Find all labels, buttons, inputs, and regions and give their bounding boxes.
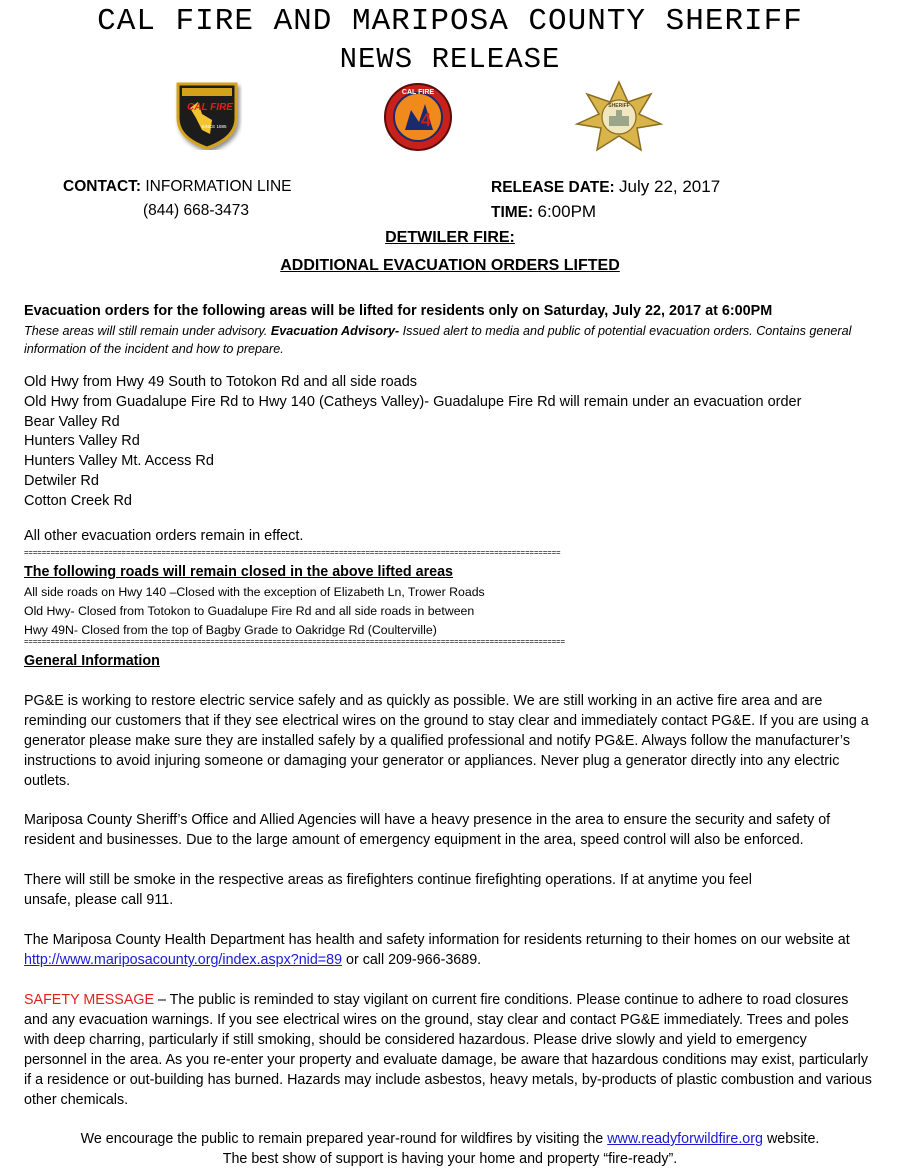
lifted-areas-list <box>24 373 884 512</box>
contact-phone: (844) 668-3473 <box>143 202 249 219</box>
list-item: Bear Valley Rd <box>24 413 120 430</box>
preparedness-line1 <box>0 1129 900 1149</box>
health-paragraph-b: or call 209-966-3689. <box>342 952 482 968</box>
health-website-link[interactable]: http://www.mariposacounty.org/index.aspx?nid=89 <box>24 952 343 968</box>
contact-value: INFORMATION LINE <box>145 178 292 195</box>
contact-label: CONTACT: <box>63 178 142 195</box>
sheriff-paragraph: Mariposa County Sheriff’s Office and Allied Agencies will have a heavy presence in the area to ensure the security and safety of resident and businesses. Due to the large amount of emergency equipment in the area, speed control will also be enforced. <box>24 812 831 848</box>
calfire-logo-since: SINCE 1885 <box>201 124 227 129</box>
advisory-note-b: Issued alert to media and public of potential evacuation orders. Contains general information of the incident and how to prepare. <box>24 324 852 356</box>
preparedness-paragraph <box>0 1129 900 1169</box>
all-other-orders-note: All other evacuation orders remain in effect. <box>24 528 304 544</box>
imt-logo-top-text: CAL FIRE <box>401 89 435 96</box>
list-item: Hunters Valley Mt. Access Rd <box>24 453 214 470</box>
intro-statement: Evacuation orders for the following areas will be lifted for residents only on Saturday, July 22, 2017 at 6:00PM <box>24 303 773 319</box>
advisory-note-term: Evacuation Advisory- <box>270 324 400 338</box>
sheriff-badge-text: SHERIFF <box>608 103 630 109</box>
release-time-value: 6:00PM <box>537 202 597 221</box>
safety-message-paragraph <box>24 990 872 1110</box>
smoke-paragraph <box>24 870 872 910</box>
closed-roads-heading: The following roads will remain closed in the above lifted areas <box>24 564 454 580</box>
list-item: All side roads on Hwy 140 –Closed with the exception of Elizabeth Ln, Trower Roads <box>24 585 485 599</box>
list-item: Hunters Valley Rd <box>24 433 140 450</box>
list-item: Old Hwy- Closed from Totokon to Guadalupe Fire Rd and all side roads in between <box>24 604 475 618</box>
release-date-line <box>491 177 720 197</box>
separator-line: ========================================================================================================================== <box>24 637 566 646</box>
advisory-note <box>24 322 874 358</box>
preparedness-line2: The best show of support is having your home and property “fire-ready”. <box>222 1151 678 1167</box>
calfire-logo-text: CAL FIRE <box>187 102 233 113</box>
calfire-logo <box>172 80 242 150</box>
health-paragraph-a: The Mariposa County Health Department has health and safety information for residents returning to their homes on our website at <box>24 932 850 948</box>
pge-paragraph: PG&E is working to restore electric service safely and as quickly as possible. We are still working in an active fire area and are reminding our customers that if they see electrical wires on the ground to stay clear and immediately contact PG&E. If you are using a generator please make sure they are installed safely by a qualified professional and notify PG&E. Always follow the manufacturer’s instructions to avoid injuring someone or damaging your generator or appliances. Never plug a generator directly into any electric outlets. <box>24 693 869 789</box>
imt-logo-number: 4 <box>420 110 432 130</box>
readyforwildfire-link[interactable]: www.readyforwildfire.org <box>607 1131 763 1147</box>
release-title-line2: NEWS RELEASE <box>339 43 561 76</box>
separator-line: ========================================================================================================================= <box>24 548 561 557</box>
closed-roads-list <box>24 583 884 640</box>
preparedness-line1-a: We encourage the public to remain prepared year-round for wildfires by visiting the <box>80 1131 608 1147</box>
safety-message-text: – The public is reminded to stay vigilant on current fire conditions. Please continue to adhere to road closures and any evacuation warnings. If you see electrical wires on the ground, stay clear and contact PG&E immediately. Trees and poles with deep charring, particularly if still smoking, should be considered hazardous. Please drive slowly and yield to emergency personnel in the area. As you re-enter your property and evaluate damage, be aware that hazardous conditions may exist, particularly if a residence or out-building has burned. Hazards may include asbestos, heavy metals, by-products of plastic combustion and various other chemicals. <box>24 992 872 1108</box>
health-paragraph <box>24 930 872 970</box>
release-time-line <box>491 202 596 222</box>
general-information-heading: General Information <box>24 653 160 669</box>
headline-fire-name: DETWILER FIRE: <box>385 229 515 246</box>
contact-line <box>63 178 291 196</box>
advisory-note-a: These areas will still remain under advisory. <box>24 324 271 338</box>
release-title-line1: CAL FIRE AND MARIPOSA COUNTY SHERIFF <box>97 4 803 39</box>
release-date-label: RELEASE DATE: <box>491 179 615 196</box>
incident-management-team-logo <box>383 82 453 152</box>
smoke-paragraph-line2: unsafe, please call 911. <box>24 892 174 908</box>
list-item: Detwiler Rd <box>24 472 99 489</box>
safety-message-label: SAFETY MESSAGE <box>24 992 155 1008</box>
sheriff-star-badge <box>573 80 665 152</box>
list-item: Old Hwy from Guadalupe Fire Rd to Hwy 140 (Catheys Valley)- Guadalupe Fire Rd will remain under an evacuation order <box>24 393 802 410</box>
list-item: Hwy 49N- Closed from the top of Bagby Grade to Oakridge Rd (Coulterville) <box>24 623 437 637</box>
release-date-value: July 22, 2017 <box>619 177 721 196</box>
smoke-paragraph-line1: There will still be smoke in the respective areas as firefighters continue firefighting operations. If at anytime you feel <box>24 872 752 888</box>
release-time-label: TIME: <box>491 204 534 221</box>
preparedness-line1-b: website. <box>762 1131 820 1147</box>
list-item: Cotton Creek Rd <box>24 492 132 509</box>
list-item: Old Hwy from Hwy 49 South to Totokon Rd and all side roads <box>24 374 418 390</box>
headline-orders-lifted: ADDITIONAL EVACUATION ORDERS LIFTED <box>280 257 620 274</box>
